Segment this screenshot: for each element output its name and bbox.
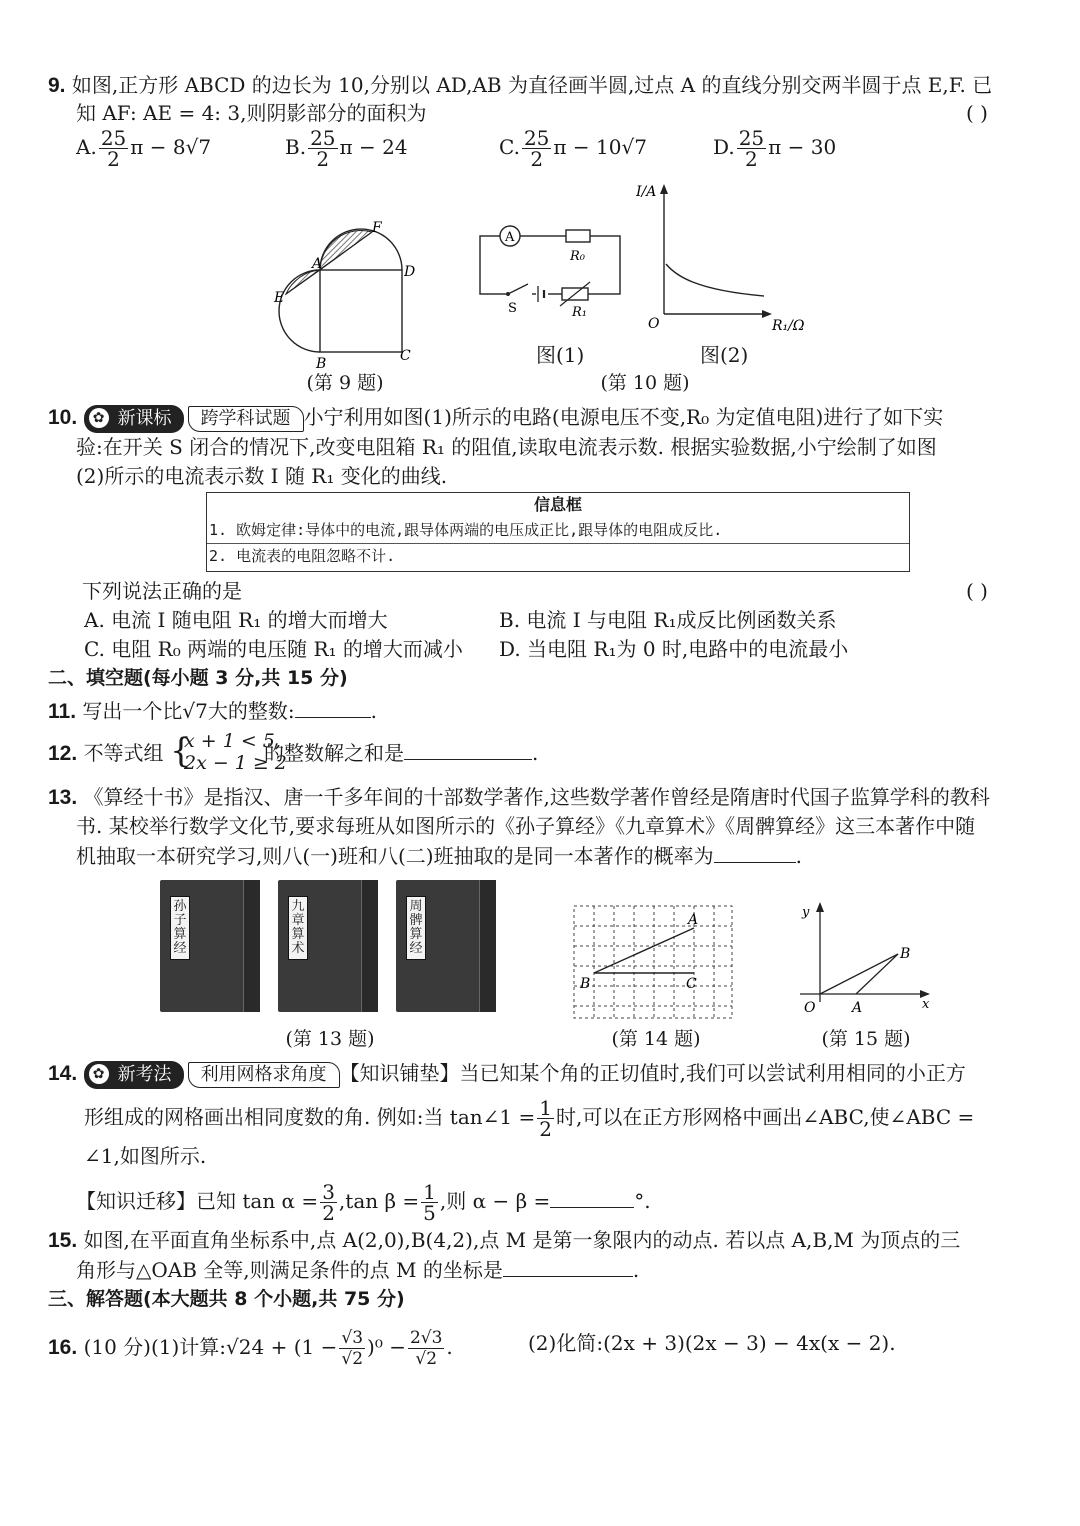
switch-label: S	[508, 301, 517, 316]
section-2-heading: 二、填空题(每小题 3 分,共 15 分)	[48, 667, 348, 689]
q13-line2: 书. 某校举行数学文化节,要求每班从如图所示的《孙子算经》《九章算术》《周髀算经》这三本著作中随	[76, 814, 976, 838]
q10-option-b: B. 电流 I 与电阻 R₁成反比例函数关系	[499, 608, 837, 632]
q14-caption: (第 14 题)	[611, 1028, 701, 1050]
x-axis-label: x	[922, 997, 930, 1012]
q9-option-c: C. $\frac{25}{2}$ π − 10√7	[499, 126, 647, 171]
info-item-2: 2. 电流表的电阻忽略不计.	[207, 543, 909, 568]
label-a: A	[312, 256, 323, 272]
tag-new-method: ✿ 新考法	[84, 1061, 184, 1089]
q9-option-d: D. $\frac{25}{2}$ π − 30	[713, 126, 837, 171]
q10-circuit-figure	[470, 220, 630, 320]
answer-blank	[714, 862, 796, 863]
label-a: A	[688, 912, 699, 928]
book-zhoubi: 周髀算经	[396, 880, 496, 1012]
tag-grid-angle: 利用网格求角度	[188, 1062, 340, 1088]
q9-option-a: A. $\frac{25}{2}$ π − 8√7	[76, 126, 212, 171]
q13-line3: 机抽取一本研究学习,则八(一)班和八(二)班抽取的是同一本著作的概率为 .	[76, 844, 802, 868]
q10-line3: (2)所示的电流表示数 I 随 R₁ 变化的曲线.	[76, 464, 448, 488]
q10-graph-figure	[636, 180, 816, 340]
q10-ask: 下列说法正确的是	[82, 579, 242, 603]
q10-option-a: A. 电流 I 随电阻 R₁ 的增大而增大	[84, 608, 388, 632]
q15-caption: (第 15 题)	[821, 1028, 911, 1050]
answer-blank	[503, 1276, 633, 1277]
label-b: B	[316, 356, 327, 372]
q16-part2: (2)化简:(2x + 3)(2x − 3) − 4x(x − 2).	[528, 1331, 896, 1355]
origin-label: O	[648, 316, 660, 332]
info-box-title: 信息框	[533, 495, 582, 514]
q12: 12. 不等式组	[48, 741, 164, 765]
q14-grid-figure	[570, 902, 736, 1022]
q13-caption: (第 13 题)	[285, 1028, 375, 1050]
q13-line1: 13. 《算经十书》是指汉、唐一千多年间的十部数学著作,这些数学著作曾经是隋唐时代国子监算学科的教科	[48, 785, 990, 809]
question-number: 9.	[48, 74, 66, 97]
x-axis-label: R₁/Ω	[772, 318, 805, 334]
section-3-heading: 三、解答题(本大题共 8 个小题,共 75 分)	[48, 1288, 405, 1310]
q15-coordinate-figure	[796, 898, 936, 1022]
label-f: F	[372, 220, 382, 236]
fig1-label: 图(1)	[536, 343, 585, 367]
label-b: B	[900, 946, 911, 962]
brace: {	[170, 731, 192, 771]
ammeter-label: A	[505, 230, 515, 245]
q10-line2: 验:在开关 S 闭合的情况下,改变电阻箱 R₁ 的阻值,读取电流表示数. 根据实验数据,小宁绘制了如图	[76, 435, 937, 459]
info-box	[206, 492, 910, 572]
info-item-1: 1. 欧姆定律:导体中的电流,跟导体两端的电压成正比,跟导体的电阻成反比.	[209, 521, 723, 539]
q10-option-c: C. 电阻 R₀ 两端的电压随 R₁ 的增大而减小	[84, 637, 463, 661]
q11: 11. 写出一个比√7大的整数: .	[48, 699, 377, 723]
tag-cross-subject: 跨学科试题	[188, 406, 304, 432]
q9-line2: 知 AF: AE = 4: 3,则阴影部分的面积为	[76, 101, 427, 125]
q12-tail: 的整数解之和是 .	[264, 741, 539, 765]
answer-paren: ( )	[966, 101, 988, 125]
r0-label: R₀	[570, 249, 585, 264]
q9-caption: (第 9 题)	[306, 372, 384, 394]
tag-new-curriculum: ✿ 新课标	[84, 405, 184, 433]
book-jiuzhang: 九章算术	[278, 880, 378, 1012]
y-axis-label: y	[802, 905, 810, 920]
q14-line3: ∠1,如图所示.	[84, 1144, 207, 1168]
fig2-label: 图(2)	[700, 343, 749, 367]
q14-line1: 14. ✿ 新考法 利用网格求角度 【知识铺垫】当已知某个角的正切值时,我们可以尝试利用相同的小正方	[48, 1058, 966, 1089]
q16-part1: 16. (10 分)(1)计算:√24 + (1 − $\frac{√3}{√2}$ )⁰ − $\frac{2√3}{√2}$ .	[48, 1328, 453, 1369]
label-e: E	[274, 290, 285, 306]
q10-option-d: D. 当电阻 R₁为 0 时,电路中的电流最小	[499, 637, 849, 661]
star-icon: ✿	[89, 408, 109, 428]
book-sunzi: 孙子算经	[160, 880, 260, 1012]
q14-line4: 【知识迁移】已知 tan α = $\frac{3}{2}$ ,tan β = $\frac{1}{5}$ ,则 α − β = °.	[76, 1180, 651, 1225]
inequality-system: x + 1 < 5, 2x − 1 ≥ 2	[184, 730, 287, 774]
q10-line1: 10. ✿ 新课标 跨学科试题 小宁利用如图(1)所示的电路(电源电压不变,R₀ 为定值电阻)进行了如下实	[48, 402, 943, 433]
q15-line1: 15. 如图,在平面直角坐标系中,点 A(2,0),B(4,2),点 M 是第一象限内的动点. 若以点 A,B,M 为顶点的三	[48, 1228, 961, 1252]
answer-paren: ( )	[966, 579, 988, 603]
label-a: A	[852, 1000, 863, 1016]
star-icon: ✿	[89, 1064, 109, 1084]
q9-option-b: B. $\frac{25}{2}$ π − 24	[285, 126, 408, 171]
label-c: C	[400, 348, 411, 364]
r1-label: R₁	[572, 305, 587, 320]
label-b: B	[580, 976, 591, 992]
answer-blank	[404, 759, 532, 760]
answer-blank	[295, 717, 371, 718]
q14-line2: 形组成的网格画出相同度数的角. 例如:当 tan∠1 = $\frac{1}{2}$ 时,可以在正方形网格中画出∠ABC,使∠ABC =	[84, 1096, 975, 1141]
label-d: D	[404, 264, 416, 280]
q9-line1: 9. 如图,正方形 ABCD 的边长为 10,分别以 AD,AB 为直径画半圆,过点 A 的直线分别交两半圆于点 E,F. 已	[48, 73, 993, 97]
origin-label: O	[804, 1000, 816, 1016]
y-axis-label: I/A	[636, 184, 657, 200]
q15-line2: 角形与△OAB 全等,则满足条件的点 M 的坐标是 .	[76, 1258, 640, 1282]
q9-figure	[262, 212, 432, 372]
answer-blank	[550, 1207, 634, 1208]
label-c: C	[686, 976, 697, 992]
q10-caption: (第 10 题)	[600, 372, 690, 394]
